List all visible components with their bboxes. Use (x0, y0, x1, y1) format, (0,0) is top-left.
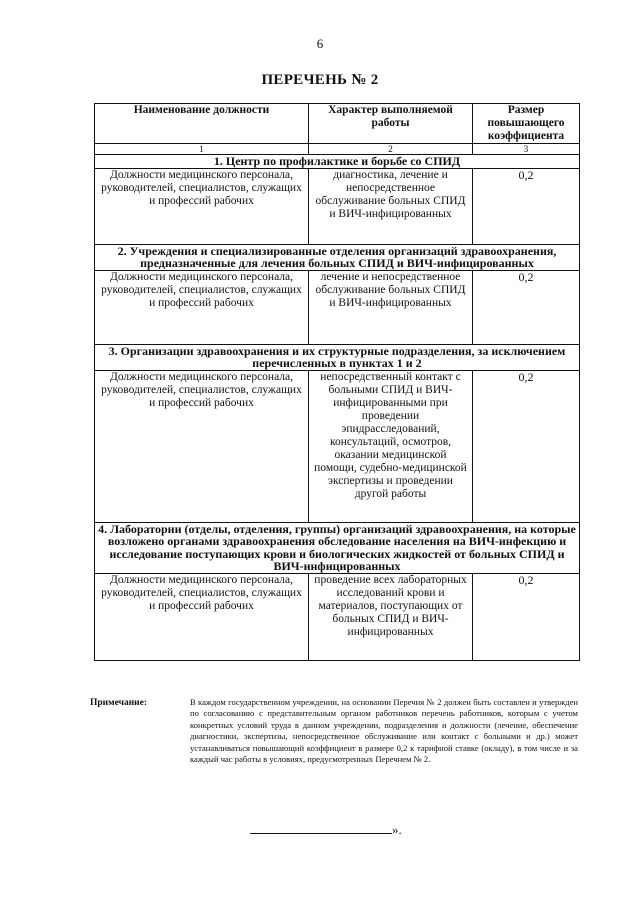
table-row (95, 370, 580, 522)
closing-quote: ». (392, 822, 402, 837)
section-heading-row (95, 155, 580, 169)
position-cell: Должности медицинского персонала, руководителей, специалистов, служащих и профессий рабочих (95, 168, 309, 244)
section-heading-2: 2. Учреждения и специализированные отделения организаций здравоохранения, предназначенные для лечения больных СПИД и ВИЧ-инфицированных (95, 244, 580, 270)
coefficient-cell: 0,2 (473, 573, 580, 660)
section-heading-row (95, 244, 580, 270)
section-heading-1: 1. Центр по профилактике и борьбе со СПИД (95, 155, 580, 169)
position-cell: Должности медицинского персонала, руководителей, специалистов, служащих и профессий рабочих (95, 270, 309, 344)
work-cell: непосредственный контакт с больными СПИД и ВИЧ-инфицированными при проведении эпидрасследований, консультаций, осмотров, оказании медицинской помощи, судебно-медицинской экспертизы и проведении другой работы (309, 370, 473, 522)
section-heading-3: 3. Организации здравоохранения и их структурные подразделения, за исключением перечисленных в пунктах 1 и 2 (95, 344, 580, 370)
column-number-1: 1 (95, 144, 309, 155)
coefficient-table (94, 103, 580, 661)
header-coefficient: Размер повышающего коэффициента (473, 104, 580, 144)
page-number: 6 (316, 36, 324, 51)
column-number-row (95, 144, 580, 155)
table-row (95, 270, 580, 344)
header-position: Наименование должности (95, 104, 309, 144)
coefficient-cell: 0,2 (473, 270, 580, 344)
note-label: Примечание: (90, 698, 148, 708)
document-title: ПЕРЕЧЕНЬ № 2 (261, 72, 379, 88)
section-heading-row (95, 344, 580, 370)
column-number-3: 3 (473, 144, 580, 155)
column-number-2: 2 (309, 144, 473, 155)
section-heading-4: 4. Лаборатории (отделы, отделения, группы) организаций здравоохранения, на которые возложено органами здравоохранения обследование населения на ВИЧ-инфекцию и исследование поступающих крови и биологических жидкостей от больных СПИД и ВИЧ-инфицированных (95, 522, 580, 573)
note-text: В каждом государственном учреждении, на основании Перечня № 2 должен быть составлен и утвержден по согласованию с представительным органом работников перечень работников, которым с учетом конкретных условий труда в данном учреждении, подразделения и должности (лечение, обеспечение диагностики, экспертизы, непосредственное обслуживание или контакт с больными и др.) может устанавливаться повышающий коэффициент в размере 0,2 к тарифной ставке (окладу), в том числе и за каждый час работы в условиях, предусмотренных Перечнем № 2. (190, 697, 578, 765)
header-work: Характер выполняемой работы (309, 104, 473, 144)
position-cell: Должности медицинского персонала, руководителей, специалистов, служащих и профессий рабочих (95, 370, 309, 522)
signature-blank (250, 822, 392, 834)
coefficient-cell: 0,2 (473, 370, 580, 522)
table-row (95, 573, 580, 660)
table-header-row (95, 104, 580, 144)
closing-line (250, 822, 402, 838)
section-heading-row (95, 522, 580, 573)
work-cell: проведение всех лабораторных исследований крови и материалов, поступающих от больных СПИД и ВИЧ-инфицированных (309, 573, 473, 660)
coefficient-cell: 0,2 (473, 168, 580, 244)
position-cell: Должности медицинского персонала, руководителей, специалистов, служащих и профессий рабочих (95, 573, 309, 660)
work-cell: диагностика, лечение и непосредственное обслуживание больных СПИД и ВИЧ-инфицированных (309, 168, 473, 244)
table-row (95, 168, 580, 244)
work-cell: лечение и непосредственное обслуживание больных СПИД и ВИЧ-инфицированных (309, 270, 473, 344)
